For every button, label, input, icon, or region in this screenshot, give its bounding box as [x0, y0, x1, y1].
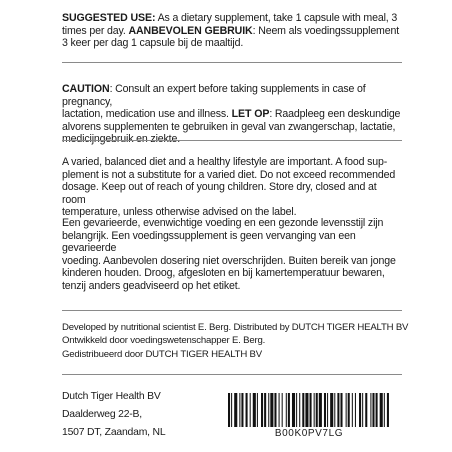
general-advice-nl [62, 217, 402, 293]
let-op-text: : Raadpleeg een deskundige [269, 108, 401, 121]
let-op-label: LET OP [231, 108, 270, 121]
aanbevolen-gebruik-label: AANBEVOLEN GEBRUIK [128, 24, 253, 37]
barcode-bar [316, 393, 318, 427]
barcode-bar [305, 393, 308, 427]
barcode-bar [387, 393, 389, 427]
barcode-bar [257, 393, 258, 427]
barcode-bar [337, 393, 339, 427]
barcode-bar [330, 393, 333, 427]
barcode-bar [340, 393, 342, 427]
suggested-use-text-2: times per day. [62, 24, 129, 37]
company-address [62, 388, 165, 442]
caution-section [62, 83, 402, 146]
caution-label: CAUTION [62, 83, 110, 95]
barcode-bar [352, 393, 353, 427]
company-street: Daalderweg 22-B, [62, 409, 142, 420]
barcode-bar [253, 393, 256, 427]
developer-line-en: Developed by nutritional scientist E. Berg. Distributed by DUTCH TIGER HEALTH BV [62, 322, 409, 333]
general-en-line: dosage. Keep out of reach of young children. Store dry, closed and at room [62, 181, 377, 206]
suggested-use-paragraph [62, 12, 402, 50]
aanbevolen-gebruik-text-2: 3 keer per dag 1 capsule bij de maaltijd. [62, 37, 244, 50]
barcode-bar [365, 393, 367, 427]
general-advice-en [62, 156, 402, 219]
barcode-bar [327, 393, 328, 427]
suggested-use-text: As a dietary supplement, take 1 capsule with meal, 3 [155, 12, 398, 24]
barcode-bar [348, 393, 350, 427]
barcode-bar [234, 393, 237, 427]
general-nl-line: kinderen houden. Droog, afgesloten en bij kamertemperatuur bewaren, [62, 267, 385, 280]
barcode-bar [362, 393, 363, 427]
barcode-bar [310, 393, 312, 427]
barcode-bar [324, 393, 326, 427]
barcode-number: B00K0PV7LG [274, 428, 344, 439]
barcode-bar [270, 393, 273, 427]
suggested-use-section [62, 12, 402, 50]
barcode-bar [334, 393, 335, 427]
divider-3 [62, 310, 402, 311]
barcode-bar [380, 393, 383, 427]
barcode-bar [228, 393, 230, 427]
barcode-bar [231, 393, 232, 427]
caution-text: : Consult an expert before taking supplements in case of pregnancy, [62, 83, 366, 108]
general-en-line: plement is not a substitute for a varied diet. Do not exceed recommended [62, 168, 396, 181]
barcode-bar [264, 393, 266, 427]
barcode-bar [282, 393, 283, 427]
general-advice-nl-paragraph [62, 217, 402, 293]
barcode-bar [250, 393, 251, 427]
general-nl-line: tenzij anders geadviseerd op het etiket. [62, 279, 241, 292]
general-nl-line: Een gevarieerde, evenwichtige voeding en een gezonde levensstijl zijn [62, 217, 384, 229]
barcode-bar [370, 393, 371, 427]
barcode-bar [299, 393, 300, 427]
barcode-bar [279, 393, 280, 427]
let-op-text-2: alvorens supplementen te gebruiken in geval van zwangerschap, lactatie, [62, 120, 396, 133]
barcode-bar [372, 393, 374, 427]
general-nl-line: voeding. Aanbevolen dosering niet overschrijden. Buiten bereik van jonge [62, 254, 396, 267]
barcode-bar [241, 393, 243, 427]
barcode-bar [359, 393, 361, 427]
caution-paragraph [62, 83, 402, 146]
barcode-icon [228, 393, 390, 427]
company-city: 1507 DT, Zaandam, NL [62, 427, 166, 438]
barcode-bar [319, 393, 322, 427]
general-en-line: temperature, unless otherwise advised on the label. [62, 206, 297, 219]
divider-2 [62, 140, 402, 141]
developer-line-nl: Ontwikkeld door voedingswetenschapper E. Berg. [62, 335, 266, 347]
barcode-bar [355, 393, 356, 427]
barcode-bar [268, 393, 269, 427]
divider-4 [62, 374, 402, 375]
general-nl-line: belangrijk. Een voedingssupplement is geen vervanging van een gevarieerde [62, 229, 356, 255]
barcode-bar [274, 393, 276, 427]
barcode-bar [246, 393, 248, 427]
barcode-bar [286, 393, 287, 427]
barcode-bar [288, 393, 290, 427]
general-advice-en-paragraph [62, 156, 402, 219]
barcode-bar [346, 393, 347, 427]
barcode-bar [261, 393, 263, 427]
barcode-bar [296, 393, 297, 427]
barcode-bar [239, 393, 240, 427]
barcode-bar [314, 393, 315, 427]
barcode-bar [384, 393, 385, 427]
general-en-line: A varied, balanced diet and a healthy lifestyle are important. A food sup- [62, 156, 388, 168]
caution-text-2: lactation, medication use and illness. [62, 108, 232, 121]
divider-1 [62, 62, 402, 63]
distributor-line-nl: Gedistribueerd door DUTCH TIGER HEALTH BV [62, 348, 262, 360]
company-name: Dutch Tiger Health BV [62, 391, 161, 402]
suggested-use-label: SUGGESTED USE: [62, 12, 156, 24]
barcode-bar [376, 393, 378, 427]
developer-info [62, 321, 422, 361]
barcode-bar [292, 393, 295, 427]
aanbevolen-gebruik-text: : Neem als voedingssupplement [252, 24, 400, 37]
barcode-bar [302, 393, 304, 427]
